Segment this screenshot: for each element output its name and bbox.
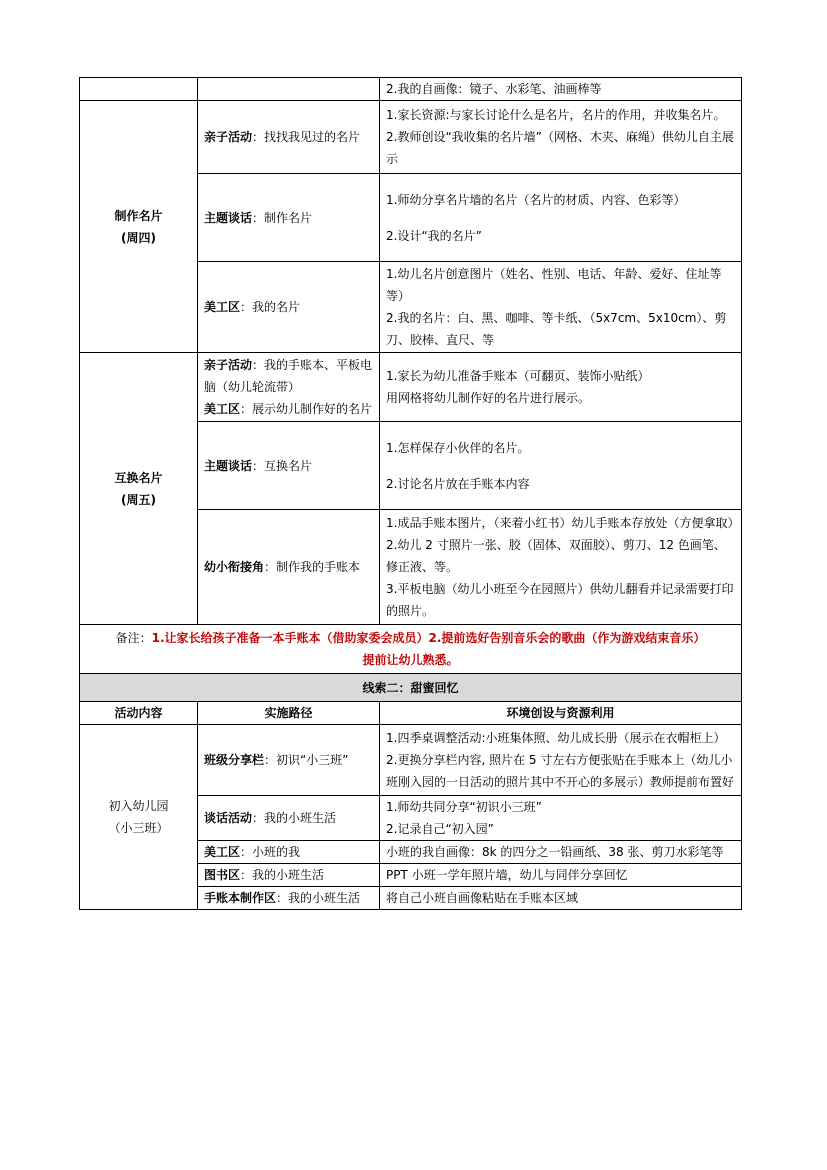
column-header: 活动内容 [80, 702, 198, 725]
activity-day: (周五) [121, 492, 156, 507]
column-header: 实施路径 [198, 702, 380, 725]
path-cell: 亲子活动：我的手账本、平板电脑（幼儿轮流带） 美工区：展示幼儿制作好的名片 [198, 353, 380, 422]
resource-cell: 1.成品手账本图片，（来着小红书）幼儿手账本存放处（方便拿取） 2.幼儿 2 寸照片一张、胶（固体、双面胶）、剪刀、12 色画笔、修正液、等。 3.平板电脑（幼儿小班至今在园照片）供幼儿翻看并记录需要打印的照片。 [380, 510, 742, 625]
table-row [80, 725, 742, 796]
note-cell [80, 625, 742, 674]
note-text: 1.让家长给孩子准备一本手账本（借助家委会成员）2.提前选好告别音乐会的歌曲（作为游戏结束音乐）提前让幼儿熟悉。 [151, 631, 706, 667]
activity-day: (周四) [121, 230, 156, 245]
activity-plan-table [79, 77, 742, 910]
resource-cell: PPT 小班一学年照片墙，幼儿与同伴分享回忆 [380, 864, 742, 887]
path-cell: 手账本制作区：我的小班生活 [198, 887, 380, 910]
table-row [80, 674, 742, 702]
resource-cell: 1.家长为幼儿准备手账本（可翻页、装饰小贴纸） 用网格将幼儿制作好的名片进行展示。 [380, 353, 742, 422]
path-cell: 图书区：我的小班生活 [198, 864, 380, 887]
path-cell: 美工区：我的名片 [198, 262, 380, 353]
path-cell: 主题谈话：互换名片 [198, 422, 380, 510]
cell-empty [80, 78, 198, 101]
activity-name: 互换名片 [114, 470, 163, 485]
path-cell: 幼小衔接角：制作我的手账本 [198, 510, 380, 625]
path-cell: 谈话活动：我的小班生活 [198, 796, 380, 841]
activity-day: （小三班） [108, 821, 169, 835]
path-cell: 美工区：小班的我 [198, 841, 380, 864]
path-cell: 班级分享栏：初识“小三班” [198, 725, 380, 796]
resource-cell: 将自己小班自画像粘贴在手账本区域 [380, 887, 742, 910]
resource-cell: 1.师幼分享名片墙的名片（名片的材质、内容、色彩等） 2.设计“我的名片” [380, 174, 742, 262]
resource-cell: 1.幼儿名片创意图片（姓名、性别、电话、年龄、爱好、住址等等） 2.我的名片：白、黑、咖啡、等卡纸、（5x7cm、5x10cm）、剪刀、胶棒、直尺、等 [380, 262, 742, 353]
path-cell: 主题谈话：制作名片 [198, 174, 380, 262]
activity-name-cell [80, 353, 198, 625]
resource-cell: 1.四季桌调整活动:小班集体照、幼儿成长册（展示在衣帽柜上） 2.更换分享栏内容, 照片在 5 寸左右方便张贴在手账本上（幼儿小班刚入园的一日活动的照片其中不开心的多展示）教师提前布置好 [380, 725, 742, 796]
path-cell: 亲子活动：找找我见过的名片 [198, 101, 380, 174]
section-title: 线索二：甜蜜回忆 [80, 674, 742, 702]
note-prefix: 备注： [115, 631, 152, 645]
table-row [80, 78, 742, 101]
column-header: 环境创设与资源利用 [380, 702, 742, 725]
activity-name: 初入幼儿园 [108, 799, 169, 813]
table-row [80, 353, 742, 422]
resource-cell: 1.怎样保存小伙伴的名片。 2.讨论名片放在手账本内容 [380, 422, 742, 510]
table-row [80, 101, 742, 174]
resource-cell: 1.师幼共同分享“初识小三班” 2.记录自己“初入园” [380, 796, 742, 841]
activity-name-cell [80, 101, 198, 353]
activity-name-cell [80, 725, 198, 910]
table-row [80, 625, 742, 674]
cell-empty [198, 78, 380, 101]
resource-cell: 1.家长资源:与家长讨论什么是名片，名片的作用，并收集名片。 2.教师创设“我收集的名片墙”（网格、木夹、麻绳）供幼儿自主展示 [380, 101, 742, 174]
resource-cell: 小班的我自画像：8k 的四分之一铅画纸、38 张、剪刀水彩笔等 [380, 841, 742, 864]
activity-name: 制作名片 [114, 208, 163, 223]
resource-cell: 2.我的自画像：镜子、水彩笔、油画棒等 [380, 78, 742, 101]
table-header-row [80, 702, 742, 725]
